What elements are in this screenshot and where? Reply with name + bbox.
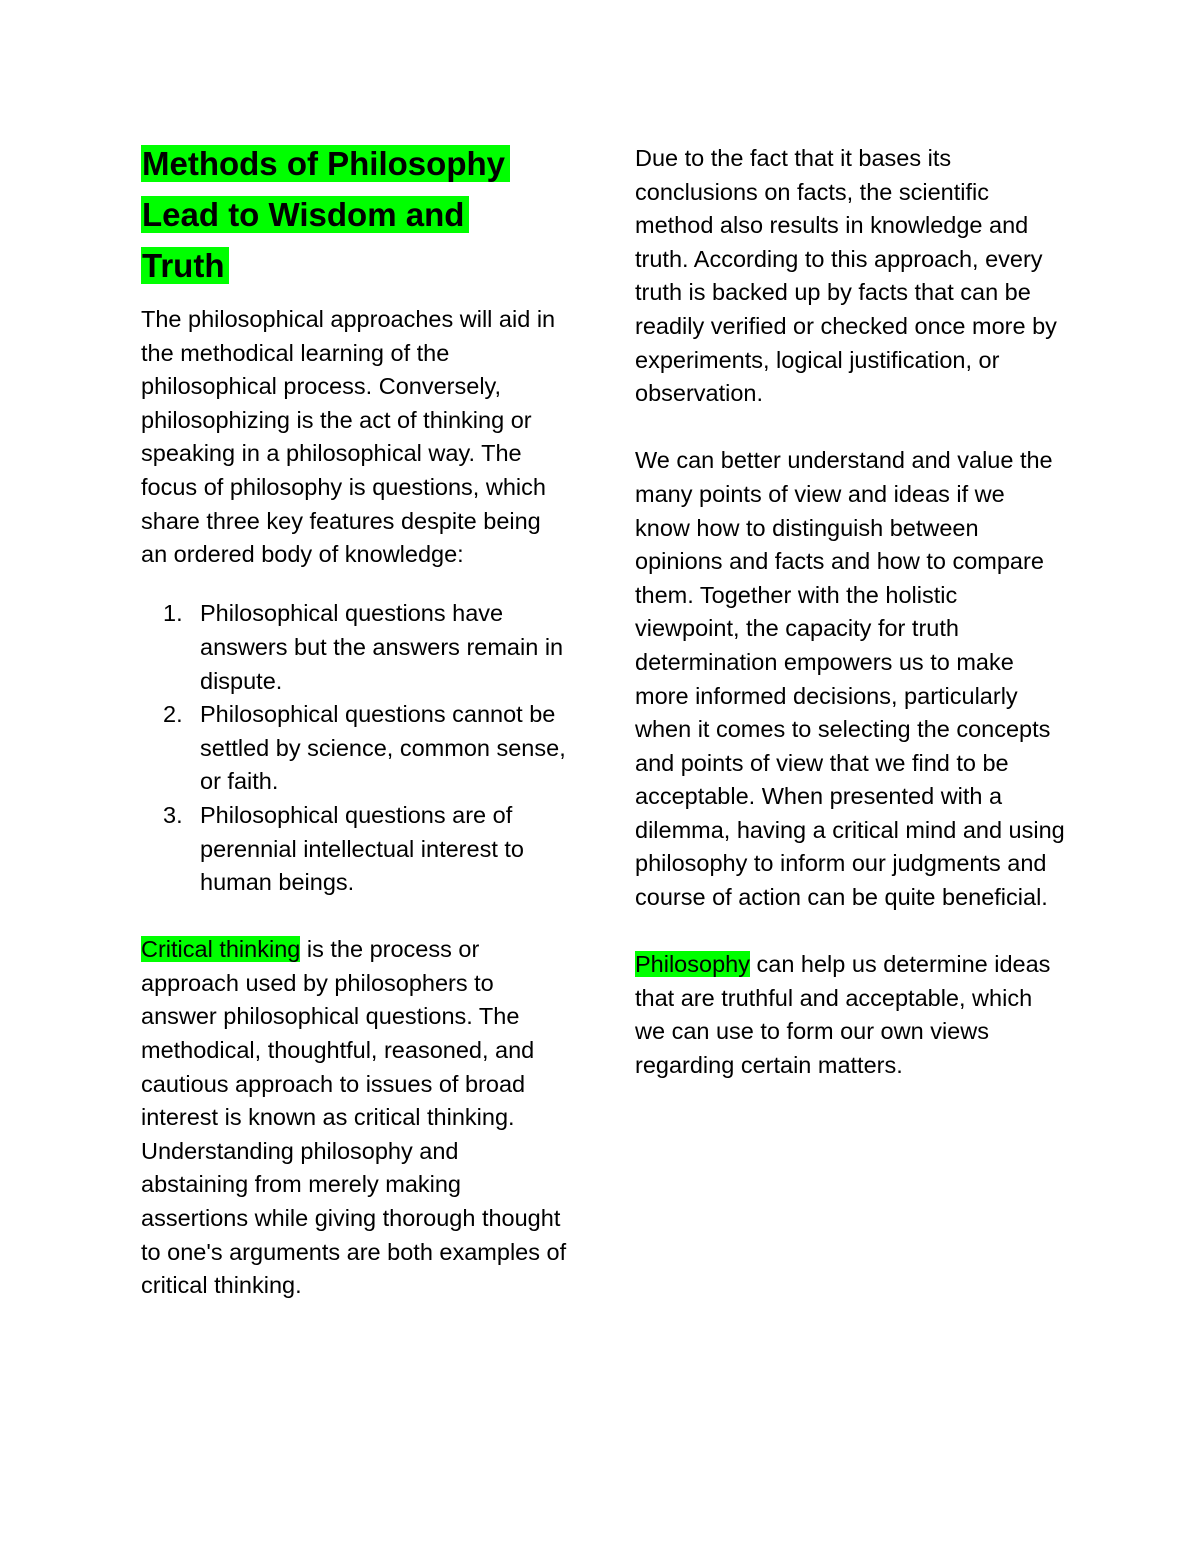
list-number: 3. <box>163 801 183 828</box>
intro-paragraph: The philosophical approaches will aid in the methodical learning of the philosophical process. Conversely, philosophizing is the act of thinking or speaking in a philosophical way. The focus of philosophy is questions, which share three key features despite being an ordered body of knowledge: <box>141 306 556 568</box>
list-item-text: Philosophical questions have answers but the answers remain in dispute. <box>200 600 564 694</box>
philosophy-paragraph <box>635 948 1065 1082</box>
critical-thinking-paragraph <box>141 933 571 1303</box>
list-item-text: Philosophical questions are of perennial intellectual interest to human beings. <box>200 801 524 896</box>
left-column <box>141 138 571 1336</box>
right-column <box>635 142 1065 1116</box>
critical-thinking-text: is the process or approach used by philosophers to answer philosophical questions. The methodical, thoughtful, reasoned, and cautious approach to issues of broad interest is known as critical thinking. Understanding philosophy and abstaining from merely making assertions while giving thorough thought to one's arguments are both examples of critical thinking. <box>141 936 567 1299</box>
list-item <box>141 698 571 799</box>
list-item <box>141 799 571 900</box>
philosophy-text: can help us determine ideas that are truthful and acceptable, which we can use to form our own views regarding certain matters. <box>635 951 1051 1079</box>
title-line-1: Methods of Philosophy <box>141 145 510 182</box>
list-item <box>141 597 571 698</box>
philosophy-highlight: Philosophy <box>635 951 750 978</box>
list-number: 2. <box>163 701 183 728</box>
understanding-paragraph: We can better understand and value the many points of view and ideas if we know how to distinguish between opinions and facts and how to compare them. Together with the holistic viewpoint, the capacity for truth determination empowers us to make more informed decisions, particularly when it comes to selecting the concepts and points of view that we find to be acceptable. When presented with a dilemma, having a critical mind and using philosophy to inform our judgments and course of action can be quite beneficial. <box>635 447 1065 911</box>
list-item-text: Philosophical questions cannot be settled by science, common sense, or faith. <box>200 701 566 795</box>
critical-thinking-highlight: Critical thinking <box>141 936 301 963</box>
scientific-method-paragraph: Due to the fact that it bases its conclusions on facts, the scientific method also results in knowledge and truth. According to this approach, every truth is backed up by facts that can be readily verified or checked once more by experiments, logical justification, or observation. <box>635 145 1057 407</box>
title-line-3: Truth <box>141 247 229 284</box>
list-number: 1. <box>163 600 183 627</box>
features-list <box>141 597 571 899</box>
title-line-2: Lead to Wisdom and <box>141 196 469 233</box>
document-title <box>141 138 571 291</box>
